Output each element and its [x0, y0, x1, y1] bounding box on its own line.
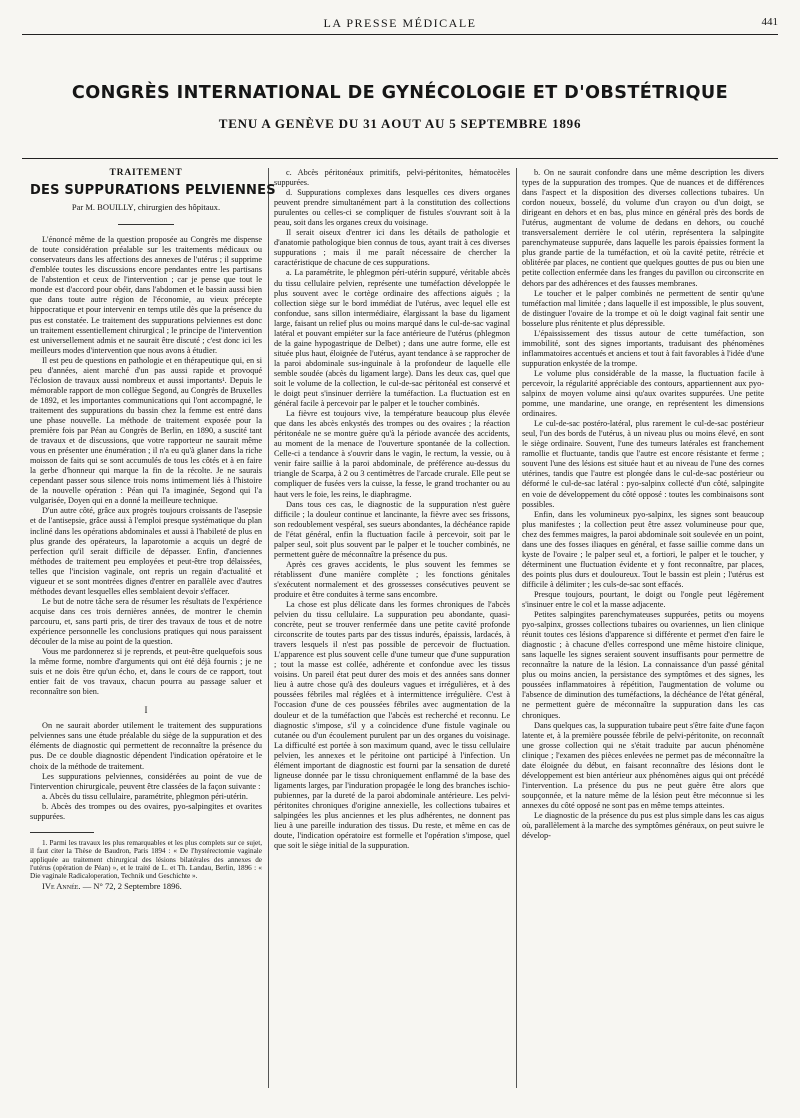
- congress-title: CONGRÈS INTERNATIONAL DE GYNÉCOLOGIE ET D'OBSTÉTRIQUE: [71, 82, 729, 103]
- paragraph: Enfin, dans les volumineux pyo-salpinx, les signes sont beaucoup plus manifestes ; la collection peut être assez volumineuse pour que, chez des femmes maigres, la paroi abdominale soit soulevée en un point, dans une des fosses iliaques en général, et fasse saillie comme dans un kyste de l'ovaire ; le palper seul et, a fortiori, le palper et le toucher, y déterminent une fluctuation évidente et y font reconnaître, par places, des points plus durs et douloureux. Tout le bassin est plein ; l'utérus est difficile à délimiter ; les culs-de-sac sont effacés.: [522, 509, 764, 589]
- column-left: [30, 168, 276, 891]
- paragraph: b. Abcès des trompes ou des ovaires, pyo-salpingites et ovarites suppurées.: [30, 801, 262, 821]
- paragraph: Il serait oiseux d'entrer ici dans les détails de pathologie et d'anatomie pathologique bien connus de tous, ayant trait à ces diverses suppurations ; mais il me paraît nécessaire de chercher la caractéristique de chacune de ces suppurations.: [274, 228, 510, 268]
- paragraph: Après ces graves accidents, le plus souvent les femmes se rétablissent d'une manière complète ; les fonctions génitales s'exécutent normalement et des grossesses consécutives peuvent se produire et être conduites à terme sans encombre.: [274, 559, 510, 599]
- article-byline: [30, 202, 262, 212]
- page-number: 441: [761, 16, 778, 28]
- column-left-body-continued: [30, 721, 262, 821]
- paragraph: Les suppurations pelviennes, considérées au point de vue de l'intervention chirurgicale, peuvent être classées de la façon suivante :: [30, 771, 262, 791]
- paragraph: Presque toujours, pourtant, le doigt ou l'ongle peut légèrement s'insinuer entre le col et la masse adjacente.: [522, 589, 764, 610]
- column-middle: [274, 168, 510, 851]
- column-divider: [516, 168, 517, 1088]
- paragraph: Le diagnostic de la présence du pus est plus simple dans les cas aigus où, parallèlement à la marche des symptômes généraux, on peut suivre le dévelop-: [522, 811, 764, 841]
- paragraph: La fièvre est toujours vive, la température beaucoup plus élevée que dans les abcès enkystés des trompes ou des ovaires ; la réaction péritonéale ne se montre guère qu'à la période avancée des accidents, au moment de la menace de l'ouverture spontanée de la collection. Celle-ci a tendance à s'ouvrir dans le vagin, le rectum, la vessie, ou à venir faire saillie à la paroi abdominale, de préférence au-dessus du triangle de Scarpa, à 2 ou 3 centimètres de l'arcade crurale. Elle peut se compliquer de fusées vers la cuisse, la fesse, le grand trochanter ou au haut vers le foie, les reins, le diaphragme.: [274, 409, 510, 499]
- paragraph: L'épaississement des tissus autour de cette tuméfaction, son immobilité, sont des signes importants, traduisant des phénomènes inflammatoires accentués et anciens et tout à fait favorables à l'idée d'une suppuration enkystée de la trompe.: [522, 328, 764, 368]
- issue-line: [30, 881, 262, 891]
- paragraph: La chose est plus délicate dans les formes chroniques de l'abcès pelvien du tissu cellulaire. La suppuration peu abondante, quasi-concrète, peut se trouver renfermée dans une petite cavité profonde circonscrite de toutes parts par des tissus indurés, épaissis, lardacés, à travers lesquels il n'est pas possible de percevoir de fluctuation. L'apparence est plus souvent celle d'une tumeur que d'une suppuration ; tout la masse est collée, adhérente et confondue avec les tissus voisins. Un pareil état peut durer des mois et des années sans donner lieu à autre chose qu'à des douleurs vagues et irrégulières, et à des poussées fébriles mal réglées et à intermittence irrégulière. C'est à l'occasion d'une de ces poussées fébriles avec augmentation de la douleur et de la tuméfaction que l'abcès est recherché et reconnu. Le diagnostic s'impose, s'il y a coïncidence d'une fistule vaginale ou cutanée ou d'un écoulement purulent par un des organes du voisinage. La difficulté est portée à son maximum quand, avec le tissu cellulaire pelvien, les annexes et le péritoine ont participé à l'infection. Un élément important de diagnostic est fourni par la sensation de dureté ligneuse donnée par le tissu chroniquement enflammé de la base des ligaments larges, par l'induration propagée le long des branches ischio-pubiennes, par la dureté de la paroi abdominale antérieure. Les pelvi-péritonites chroniques d'origine annexielle, les collections tubaires et salpingées les plus anciennes et les plus adhérentes, ne donnent pas lieu à une pareille induration des tissus. Du reste, et même en cas de doute, l'indication opératoire est formelle et l'opération s'impose, quel que soit le siège initial de la suppuration.: [274, 600, 510, 851]
- column-left-body: [30, 235, 262, 697]
- paragraph: a. Abcès du tissu cellulaire, paramétrite, phlegmon péri-utérin.: [42, 791, 248, 801]
- column-right-body: [522, 168, 764, 841]
- paragraph: Le volume plus considérable de la masse, la fluctuation facile à percevoir, la régularité appréciable des contours, appartiennent aux pyo-salpinx de moyen volume ainsi qu'aux ovarites suppurées. Une petite pomme, une mandarine, une orange, en représentent les dimensions ordinaires.: [522, 368, 764, 419]
- paragraph: Le but de notre tâche sera de résumer les résultats de l'expérience acquise dans ces trois dernières années, de montrer le chemin parcouru, et, sans parti pris, de tirer des travaux de tous et de notre expérience personnelle les conclusions pratiques qui nous paraissent découler de la mise au point de la question.: [30, 596, 262, 647]
- paragraph: Dans quelques cas, la suppuration tubaire peut s'être faite d'une façon latente et, à la première poussée fébrile de pelvi-péritonite, on reconnaît une grosse collection qui ne s'était traduite par aucun phénomène clinique ; l'examen des pièces enlevées ne permet pas de méconnaître la date éloignée du début, en faisant reconnaître des lésions dont le développement est bien antérieur aux phénomènes aigus qui ont précédé l'intervention. La présence du pus ne peut guère être alors que soupçonnée, et la nature même de la lésion peut être méconnue si les annexes du côté opposé ne sont pas en même temps atteintes.: [522, 720, 764, 810]
- paragraph: D'un autre côté, grâce aux progrès toujours croissants de l'asepsie et de l'antisepsie, grâce aussi à l'emploi presque systématique du plan incliné dans les opérations abdominales et aussi à l'habileté de plus en plus grande des opérateurs, la laparotomie a acquis un degré de perfection qu'il serait difficile de dépasser. Enfin, d'anciennes méthodes de traitement peu employées et peut-être trop délaissées, telles que l'incision vaginale, ont repris un regain d'actualité et vigueur et se sont montrées dignes d'entrer en parallèle avec d'autres méthodes devant lesquelles elles semblaient devoir s'effacer.: [30, 506, 262, 596]
- paragraph: Petites salpingites parenchymateuses suppurées, petits ou moyens pyo-salpinx, grosses collections tubaires ou ovariennes, un lien clinique réunit toutes ces lésions d'apparence si différente et permet d'en faire le diagnostic ; à chacune d'elles correspond une même histoire clinique, sans laquelle les signes seraient souvent insuffisants pour permettre de reconnaître la nature de la lésion. La connaissance d'un passé génital plus ou moins ancien, la persistance des symptômes et des signes, les poussées inflammatoires à répétition, l'augmentation de volume ou l'absence de diminution des tuméfactions, la déchéance de l'état général, ne permettent guère de méconnaître la suppuration dans les cas chroniques.: [522, 610, 764, 720]
- header-rule: [22, 34, 778, 35]
- paragraph: b. On ne saurait confondre dans une même description les divers types de la suppuration des trompes. Que de nuances et de différences dans l'aspect et la disposition des diverses collections tubaires. Un cordon noueux, bosselé, du volume d'un crayon ou d'un doigt, se dirigeant en dehors et en bas, plus mince en général près des bords de l'utérus, augmentant de volume de dedans en dehors, ou couché transversalement derrière le col utérin, représentera la salpingite parenchymateuse suppurée, dans laquelle les parois épaissies forment la plus grande partie de la tuméfaction, et où la cavité petite, rétrécie et oblitérée par places, ne contient que quelques gouttes de pus ou bien une petite collection enfermée dans les franges du pavillon ou circonscrite en dehors par des adhérences et des fausses membranes.: [522, 168, 764, 288]
- paragraph: a. La paramétrite, le phlegmon péri-utérin suppuré, véritable abcès du tissu cellulaire pelvien, représente une tuméfaction développée le plus souvent avec le cortège ordinaire des affections aiguës ; la collection siège sur le bord immédiat de l'utérus, avec lequel elle est confondue, sans sillon intermédiaire, élargissant la base du ligament large, faisant un relief plus ou moins marqué dans le cul-de-sac vaginal latéral et pouvant empiéter sur la face antérieure de l'utérus (phlegmon de la gaine hypogastrique de Delbet) ; dans une autre forme, elle est située plus haut, éloignée de l'utérus, ayant tendance à se rapprocher de la paroi abdominale sus-inguinale à la profondeur de laquelle elle semble soudée (abcès du ligament large). Dans les deux cas, quel que soit le volume de la collection, le cul-de-sac péritonéal est conservé et le doigt peut s'insinuer derrière la tuméfaction. La fluctuation est en général facile à percevoir par le palper et le toucher combinés.: [274, 268, 510, 409]
- byline-prefix: Par M.: [71, 202, 96, 213]
- paragraph: d. Suppurations complexes dans lesquelles ces divers organes peuvent prendre simultanément part à la constitution des collections purulentes ou celles-ci se compliquer de fistules s'ouvrant soit à la peau, soit dans les organes creux du voisinage.: [274, 188, 510, 228]
- title-rule: [22, 158, 778, 159]
- congress-subtitle: TENU A GENÈVE DU 31 AOUT AU 5 SEPTEMBRE 1896: [218, 116, 582, 131]
- article-title: DES SUPPURATIONS PELVIENNES: [30, 183, 276, 199]
- author-affiliation: , chirurgien des hôpitaux.: [133, 202, 221, 213]
- paragraph: Le cul-de-sac postéro-latéral, plus rarement le cul-de-sac postérieur seul, l'un des bords de l'utérus, à un niveau plus ou moins élevé, en sont le siège ordinaire. Souvent, l'une des tumeurs latérales est franchement ramollie et fluctuante, tandis que l'autre est encore résistante et ferme ; souvent l'une des lésions est située haut et au niveau de l'une des cornes utérines, tandis que l'autre est plongée dans le cul-de-sac postérieur ou déformé le cul-de-sac latéral : pyo-salpinx collecté d'un côté, salpingite en voie de développement du côté opposé : toutes les combinaisons sont possibles.: [522, 419, 764, 509]
- paragraph: c. Abcès péritonéaux primitifs, pelvi-péritonites, hématocèles suppurées.: [274, 168, 510, 188]
- running-header: [22, 16, 778, 32]
- issue-info: — N° 72, 2 Septembre 1896.: [80, 880, 182, 891]
- column-right: [522, 168, 764, 841]
- author-name: BOUILLY: [97, 202, 134, 213]
- paragraph: Dans tous ces cas, le diagnostic de la suppuration n'est guère difficile ; la douleur continue et lancinante, la fièvre avec ses frissons, son redoublement vespéral, ses sueurs abondantes, la déchéance rapide de l'état général, enfin la fluctuation facile à percevoir, soit par le palper seul, soit plus souvent par le palper et le toucher combinés, ne permettent guère de méconnaître la présence du pus.: [274, 499, 510, 559]
- paragraph: L'énoncé même de la question proposée au Congrès me dispense de toute considération préalable sur les traitements médicaux ou conservateurs dans les affections des annexes de l'utérus ; il supprime d'emblée toutes les discussions encore pendantes entre les partisans de l'abstention et ceux de l'intervention ; car je pense que tout le monde est d'accord pour obéir, dans l'abdomen et le bassin aussi bien que dans toute autre région de l'économie, au vieux précepte hippocratique et pour intervenir en temps utile dès que la présence du pus est constatée. Le traitement des suppurations pelviennes est donc un traitement essentiellement chirurgical ; le principe de l'intervention est universellement admis et ne saurait être discuté ; c'est donc ici les meilleurs modes d'intervention que nous avons à étudier.: [30, 235, 262, 355]
- paragraph: Vous me pardonnerez si je reprends, et peut-être quelquefois sous la même forme, nombre d'arguments qui ont été déjà fournis ; je ne suis et ne dois être qu'un écho, et, dans le cours de ce rapport, tout entier fait de vos travaux, chacun pourra au passage saluer et reconnaître son bien.: [30, 647, 262, 697]
- issue-label: IVe Année.: [42, 880, 81, 891]
- column-middle-body: [274, 168, 510, 851]
- section-number: I: [144, 705, 148, 716]
- column-divider: [268, 168, 269, 1088]
- footnote-rule: [30, 832, 94, 833]
- paragraph: On ne saurait aborder utilement le traitement des suppurations pelviennes sans une étude préalable du siège de la suppuration et des éléments de diagnostic qui permettent de reconnaître la présence du pus. De ce double diagnostic dépendent l'indication opératoire et le choix de la méthode de traitement.: [30, 721, 262, 771]
- journal-title: LA PRESSE MÉDICALE: [323, 16, 477, 30]
- article-kicker: TRAITEMENT: [109, 168, 183, 178]
- byline-rule: [118, 224, 174, 225]
- footnote: 1. Parmi les travaux les plus remarquables et les plus complets sur ce sujet, il faut citer la Thèse de Baudron, Paris 1894 : « De l'hystérectomie vaginale appliquée au traitement chirurgical des lésions bilatérales des annexes de l'utérus (opération de Péan) », et le traité de L. et Th. Landau, Berlin, 1896 : « Die vaginale Radicaloperation, Technik und Geschichte ».: [30, 838, 262, 881]
- paragraph: Il est peu de questions en pathologie et en thérapeutique qui, en si peu d'années, aient marché d'un pas aussi rapide et provoqué l'éclosion de travaux aussi nombreux et aussi importants¹. Depuis le mémorable rapport de mon collègue Segond, au Congrès de Bruxelles de 1892, et les importantes communications qui l'ont accompagné, le traitement des suppurations du bassin chez la femme est entré dans une phase nouvelle. La méthode de traitement exposée pour la première fois par Péan au Congrès de Berlin, en 1890, a suscité tant de travaux et de discussions, que votre rapporteur ne saurait même vous en présenter une énumération ; il n'a eu qu'à glaner dans la riche moisson de faits qui se sont accumulés de tous les côtés et à en faire la gerbe d'honneur qui marque la fin de la récolte. Je ne saurais cependant passer sous silence trois noms intimement liés à l'histoire de la nouvelle opération : Péan qui l'a imaginée, Segond qui l'a vulgarisée, Doyen qui en a donné la meilleure technique.: [30, 355, 262, 506]
- paragraph: Le toucher et le palper combinés ne permettent de sentir qu'une tuméfaction mal limitée ; dans laquelle il est impossible, le plus souvent, de distinguer l'ovaire de la trompe et où le doigt vaginal fait sentir une bosselure plus rénitente et plus dépressible.: [522, 288, 764, 328]
